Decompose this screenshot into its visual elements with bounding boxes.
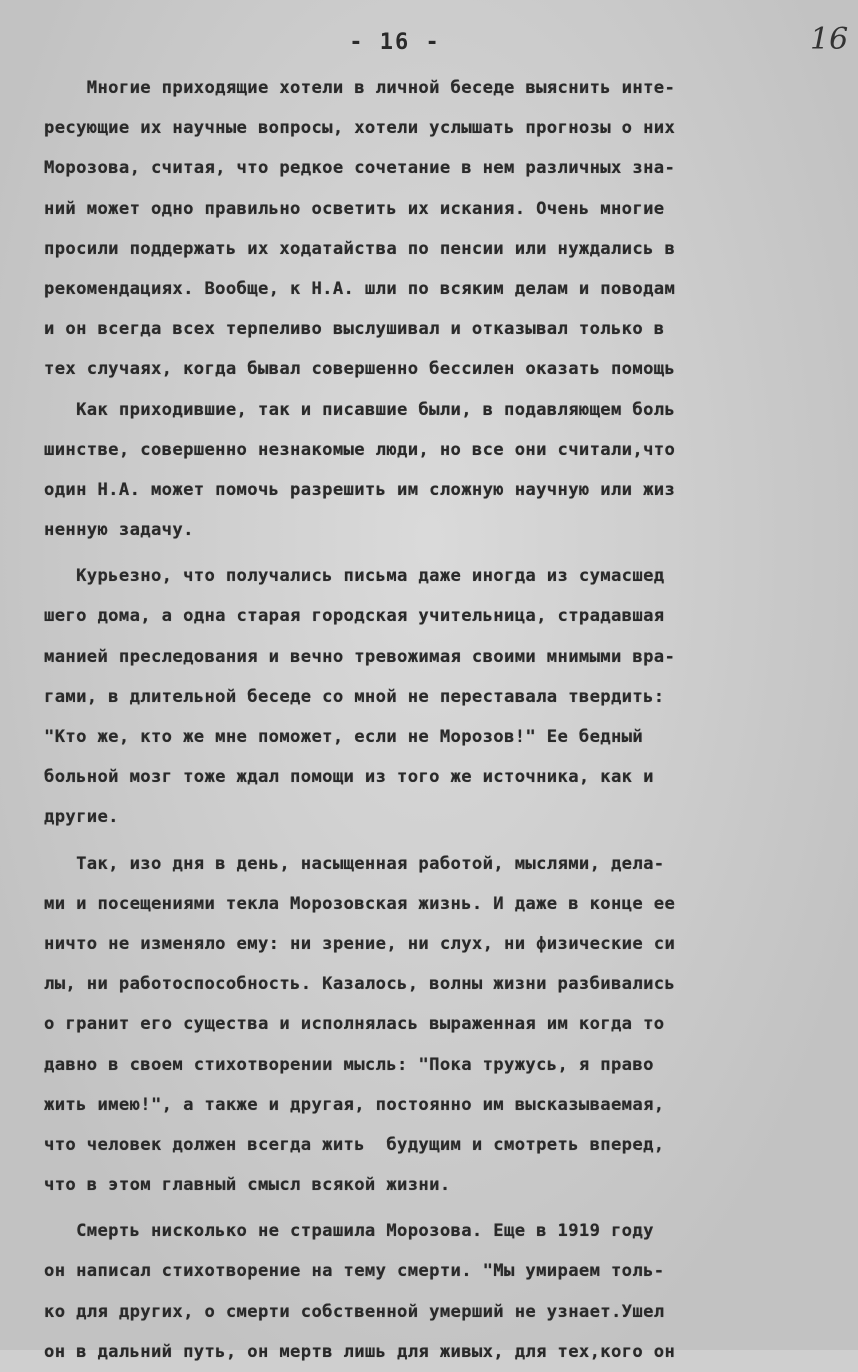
text-line: что в этом главный смысл всякой жизни.: [44, 1175, 451, 1196]
text-line: жить имею!", а также и другая, постоянно им высказываемая,: [44, 1094, 665, 1115]
text-line: лы, ни работоспособность. Казалось, волны жизни разбивались: [44, 974, 676, 995]
text-line: о гранит его существа и исполнялась выраженная им когда то: [44, 1014, 665, 1035]
text-line: гами, в длительной беседе со мной не переставала твердить:: [44, 686, 665, 707]
text-line: рекомендациях. Вообще, к Н.А. шли по всяким делам и поводам: [44, 278, 676, 299]
text-line: и он всегда всех терпеливо выслушивал и отказывал только в: [44, 319, 665, 340]
page-number: - 16 -: [349, 30, 441, 55]
text-line: манией преследования и вечно тревожимая своими мнимыми вра-: [44, 646, 676, 667]
text-line: шинстве, совершенно незнакомые люди, но все они считали,что: [44, 439, 676, 460]
text-line: Так, изо дня в день, насыщенная работой, мыслями, дела-: [44, 853, 665, 874]
handwritten-page-number: 16: [810, 22, 849, 57]
text-line: ко для других, о смерти собственной умерший не узнает.Ушел: [44, 1301, 665, 1322]
text-line: просили поддержать их ходатайства по пенсии или нуждались в: [44, 238, 676, 259]
text-line: он в дальний путь, он мертв лишь для живых, для тех,кого он: [44, 1341, 676, 1362]
text-line: тех случаях, когда бывал совершенно бессилен оказать помощь: [44, 359, 676, 380]
text-line: Морозова, считая, что редкое сочетание в нем различных зна-: [44, 158, 676, 179]
text-line: один Н.А. может помочь разрешить им сложную научную или жиз: [44, 479, 676, 500]
paragraph-3: [44, 556, 834, 837]
text-line: Смерть нисколько не страшила Морозова. Еще в 1919 году: [44, 1221, 654, 1242]
text-line: ний может одно правильно осветить их искания. Очень многие: [44, 198, 665, 219]
text-line: другие.: [44, 807, 119, 828]
text-line: что человек должен всегда жить будущим и смотреть вперед,: [44, 1134, 665, 1155]
text-line: Многие приходящие хотели в личной беседе выяснить инте-: [44, 78, 676, 98]
text-line: он написал стихотворение на тему смерти. "Мы умираем толь-: [44, 1261, 665, 1282]
text-line: Как приходившие, так и писавшие были, в подавляющем боль: [44, 399, 676, 420]
paragraph-2: [44, 390, 834, 551]
paragraph-5: [44, 1211, 834, 1372]
text-line: ненную задачу.: [44, 520, 194, 541]
text-line: ничто не изменяло ему: ни зрение, ни слух, ни физические си: [44, 933, 676, 954]
paragraph-1: [44, 68, 834, 390]
body-text: [44, 68, 834, 1372]
text-line: давно в своем стихотворении мысль: "Пока тружусь, я право: [44, 1054, 654, 1075]
paragraph-4: [44, 844, 834, 1206]
text-line: ми и посещениями текла Морозовская жизнь. И даже в конце ее: [44, 893, 676, 914]
text-line: ресующие их научные вопросы, хотели услышать прогнозы о них: [44, 118, 676, 139]
text-line: больной мозг тоже ждал помощи из того же источника, как и: [44, 767, 654, 788]
text-line: Курьезно, что получались письма даже иногда из сумасшед: [44, 566, 665, 587]
text-line: "Кто же, кто же мне поможет, если не Морозов!" Ее бедный: [44, 727, 644, 747]
text-line: шего дома, а одна старая городская учительница, страдавшая: [44, 606, 665, 627]
